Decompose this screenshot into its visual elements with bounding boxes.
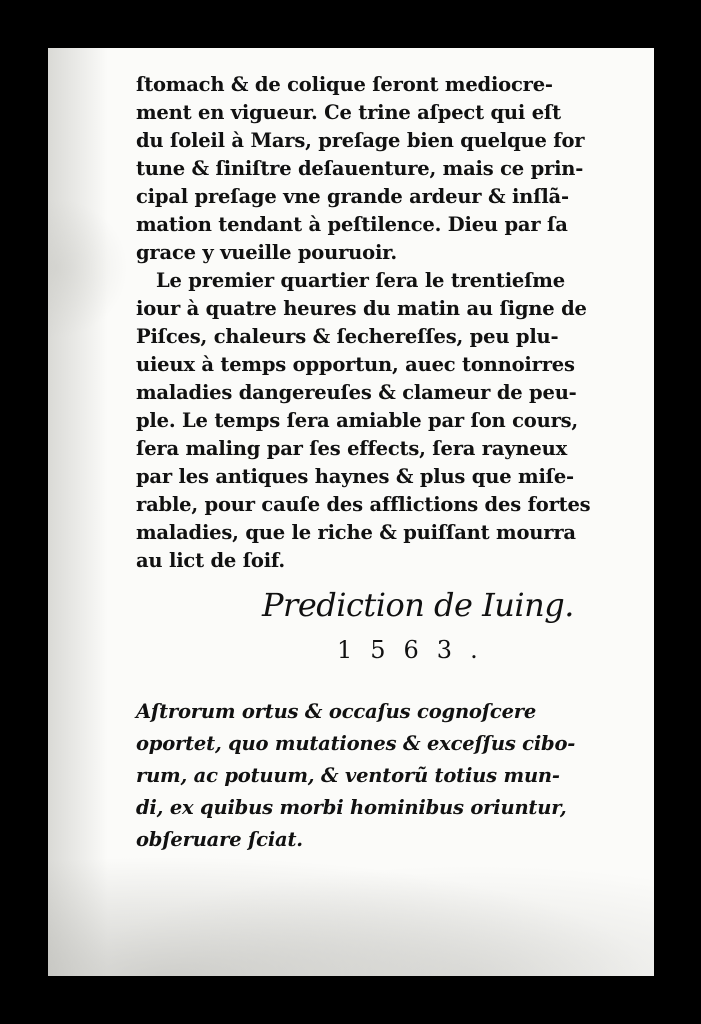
body-line: maladies, que le riche & puiſſant mourra	[136, 521, 576, 544]
body-line: uieux à temps opportun, auec tonnoirres	[136, 353, 575, 376]
body-line: maladies dangereuſes & clameur de peu-	[136, 381, 577, 404]
latin-line: di, ex quibus morbi hominibus oriuntur,	[136, 796, 567, 819]
body-line: par les antiques haynes & plus que miſe-	[136, 465, 574, 488]
body-line: iour à quatre heures du matin au ſigne de	[136, 297, 587, 320]
body-line: ment en vigueur. Ce trine aſpect qui eſt	[136, 101, 561, 124]
body-line: au lict de ſoif.	[136, 549, 286, 572]
latin-line: Aſtrorum ortus & occaſus cognoſcere	[136, 700, 537, 723]
body-line: Le premier quartier ſera le trentieſme	[156, 269, 565, 292]
body-line: Piſces, chaleurs & ſechereſſes, peu plu-	[136, 325, 559, 348]
section-title: Prediction de Iuing.	[262, 586, 574, 624]
body-line: ſera maling par ſes effects, ſera rayneux	[136, 437, 568, 460]
body-line: mation tendant à peſtilence. Dieu par ſa	[136, 213, 568, 236]
body-line: ſtomach & de colique ſeront mediocre-	[136, 73, 553, 96]
latin-line: obſeruare ſciat.	[136, 828, 303, 851]
body-line: ple. Le temps ſera amiable par ſon cours,	[136, 409, 579, 432]
body-line: tune & ſiniſtre deſauenture, mais ce prin-	[136, 157, 584, 180]
page-stain-spot	[48, 198, 128, 338]
body-line: rable, pour cauſe des afflictions des fortes	[136, 493, 591, 516]
body-line: grace y vueille pouruoir.	[136, 241, 398, 264]
page-stain	[48, 48, 108, 976]
latin-line: rum, ac potuum, & ventorũ totius mun-	[136, 764, 560, 787]
body-line: du ſoleil à Mars, preſage bien quelque for	[136, 129, 585, 152]
section-year: 1563.	[337, 636, 496, 664]
page-stain-bottom	[48, 856, 654, 976]
latin-line: oportet, quo mutationes & exceſſus cibo-	[136, 732, 576, 755]
body-line: cipal preſage vne grande ardeur & inſlã-	[136, 185, 569, 208]
